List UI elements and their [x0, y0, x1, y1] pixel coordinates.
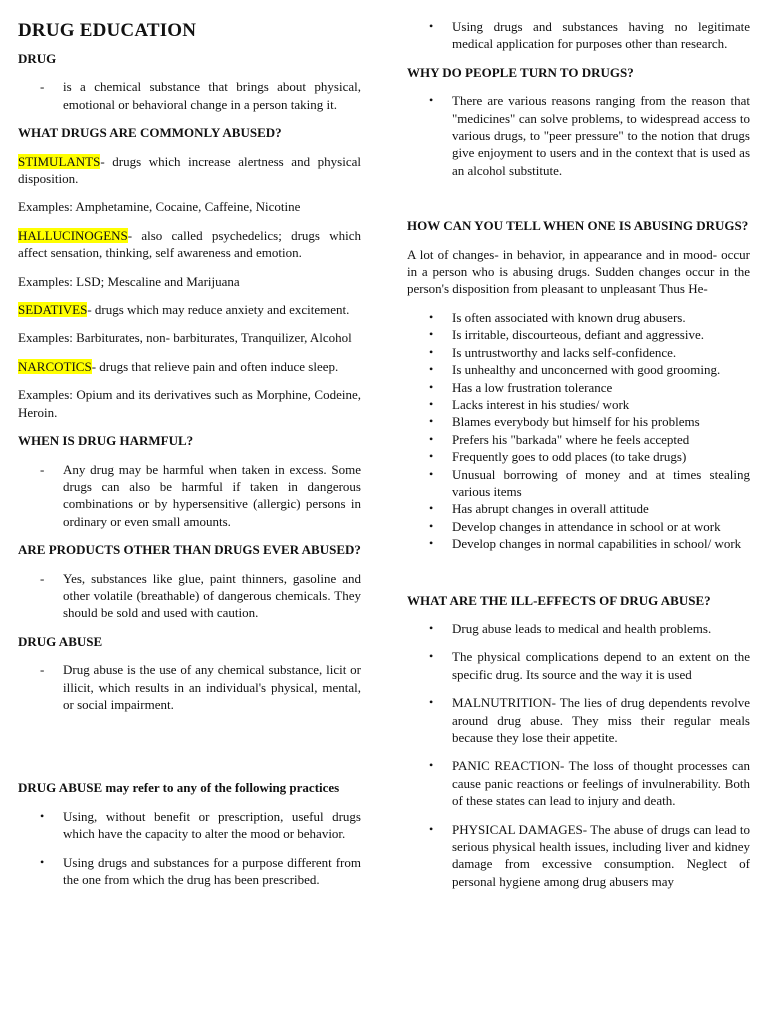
heading-commonly-abused: WHAT DRUGS ARE COMMONLY ABUSED?	[18, 125, 282, 141]
list-item	[429, 361, 750, 378]
products-text: Yes, substances like glue, paint thinners, gasoline and other volatile (breathable) of dangerous chemicals. They should be sold and used with caution.	[63, 570, 361, 621]
list-item	[429, 309, 750, 326]
heading-drug-abuse: DRUG ABUSE	[18, 633, 103, 649]
bullet-marker: •	[429, 431, 434, 446]
heading-how-tell: HOW CAN YOU TELL WHEN ONE IS ABUSING DRUGS?	[407, 218, 749, 234]
bullet-marker: •	[429, 93, 434, 108]
signs-list	[407, 309, 750, 553]
list-item	[429, 466, 750, 501]
bullet-marker: •	[429, 649, 434, 664]
effect-item	[429, 757, 750, 809]
why-text: There are various reasons ranging from the reason that "medicines" can solve problems, to widespread access to various drugs, to "peer pressure" to the notion that drugs give enjoyment to users and in the context that is used as an alcohol substitute.	[452, 93, 750, 178]
bullet-marker: •	[40, 854, 45, 869]
why-item	[429, 92, 750, 179]
practice-text: Using drugs and substances having no legitimate medical application for purposes other than research.	[452, 19, 750, 52]
effect-text: PANIC REACTION- The loss of thought processes can cause panic reactions or feelings of invulnerability. Both of these states can lead to injury and death.	[452, 758, 750, 809]
hallucinogens-term: HALLUCINOGENS	[18, 227, 128, 243]
list-item-text: Is unhealthy and unconcerned with good grooming.	[452, 362, 721, 378]
hallucinogens-paragraph	[18, 227, 361, 262]
effect-text: PHYSICAL DAMAGES- The abuse of drugs can lead to serious physical health issues, including liver and kidney damage from excessive consumption. Neglect of personal hygiene among drug abusers may	[452, 821, 750, 889]
list-item-text: Has abrupt changes in overall attitude	[452, 501, 649, 517]
stimulants-examples: Examples: Amphetamine, Cocaine, Caffeine, Nicotine	[18, 199, 301, 215]
dash-marker: -	[40, 662, 45, 678]
bullet-marker: •	[429, 536, 434, 551]
practice-item	[40, 854, 361, 889]
list-item-text: Develop changes in normal capabilities in school/ work	[452, 536, 742, 552]
effect-item	[429, 648, 750, 683]
heading-other-products: ARE PRODUCTS OTHER THAN DRUGS EVER ABUSED?	[18, 542, 361, 558]
narcotics-term: NARCOTICS	[18, 358, 92, 374]
drug-abuse-text: Drug abuse is the use of any chemical substance, licit or illicit, which results in an individual's physical, mental, or social impairment.	[63, 662, 361, 712]
effect-item	[429, 620, 750, 637]
list-item	[429, 431, 750, 448]
bullet-marker: •	[429, 327, 434, 342]
effect-item	[429, 694, 750, 746]
practice-text: Using, without benefit or prescription, useful drugs which have the capacity to alter the mood or behavior.	[63, 808, 361, 842]
list-item	[429, 535, 750, 552]
list-item-text: Develop changes in attendance in school or at work	[452, 518, 721, 534]
harmful-item	[40, 461, 361, 531]
stimulants-definition: - drugs which increase alertness and physical disposition.	[18, 153, 361, 187]
hallucinogens-examples: Examples: LSD; Mescaline and Marijuana	[18, 273, 240, 289]
list-item-text: Unusual borrowing of money and at times stealing various items	[452, 466, 750, 499]
list-item	[429, 379, 750, 396]
practice-item	[40, 808, 361, 843]
list-item-text: Is irritable, discourteous, defiant and aggressive.	[452, 327, 704, 343]
bullet-marker: •	[429, 309, 434, 324]
bullet-marker: •	[429, 344, 434, 359]
list-item-text: Is often associated with known drug abusers.	[452, 309, 686, 325]
list-item-text: Lacks interest in his studies/ work	[452, 396, 630, 412]
bullet-marker: •	[429, 466, 434, 481]
list-item-text: Blames everybody but himself for his problems	[452, 414, 700, 430]
effect-text: Drug abuse leads to medical and health problems.	[452, 620, 712, 636]
sedatives-examples: Examples: Barbiturates, non- barbiturates, Tranquilizer, Alcohol	[18, 330, 352, 346]
bullet-marker: •	[429, 379, 434, 394]
effect-text: MALNUTRITION- The lies of drug dependents revolve around drug abuse. They miss their regular meals because they lose their appetite.	[452, 695, 750, 745]
drug-definition	[40, 78, 361, 113]
dash-marker: -	[40, 570, 45, 586]
practice-item	[429, 18, 750, 53]
sedatives-paragraph	[18, 301, 361, 318]
left-column	[18, 0, 361, 888]
bullet-marker: •	[429, 362, 434, 377]
bullet-marker: •	[429, 620, 434, 635]
narcotics-definition: - drugs that relieve pain and often induce sleep.	[91, 358, 339, 374]
dash-marker: -	[40, 461, 45, 477]
products-item	[40, 570, 361, 622]
drug-definition-text: is a chemical substance that brings about physical, emotional or behavioral change in a person taking it.	[63, 79, 361, 112]
drug-abuse-item	[40, 661, 361, 713]
list-item	[429, 448, 750, 465]
heading-ill-effects: WHAT ARE THE ILL-EFFECTS OF DRUG ABUSE?	[407, 592, 711, 608]
sedatives-definition: - drugs which may reduce anxiety and excitement.	[87, 302, 350, 318]
right-column	[407, 0, 750, 890]
bullet-marker: •	[429, 414, 434, 429]
practice-text: Using drugs and substances for a purpose different from the one from which the drug has been prescribed.	[63, 854, 361, 887]
effect-text: The physical complications depend to an extent on the specific drug. Its source and the way it is used	[452, 649, 750, 682]
heading-practices: DRUG ABUSE may refer to any of the following practices	[18, 780, 340, 796]
list-item-text: Is untrustworthy and lacks self-confidence.	[452, 344, 677, 360]
bullet-marker: •	[429, 518, 434, 533]
list-item	[429, 326, 750, 343]
page-title: DRUG EDUCATION	[18, 20, 197, 41]
narcotics-examples: Examples: Opium and its derivatives such as Morphine, Codeine, Heroin.	[18, 387, 361, 420]
bullet-marker: •	[429, 758, 434, 773]
bullet-marker: •	[429, 695, 434, 710]
narcotics-paragraph	[18, 358, 361, 375]
dash-marker: -	[40, 79, 45, 95]
bullet-marker: •	[429, 396, 434, 411]
list-item-text: Has a low frustration tolerance	[452, 379, 613, 395]
sedatives-term: SEDATIVES	[18, 302, 88, 318]
list-item	[429, 518, 750, 535]
stimulants-paragraph	[18, 153, 361, 188]
stimulants-term: STIMULANTS	[18, 153, 101, 169]
hallucinogens-definition: - also called psychedelics; drugs which affect sensation, thinking, self awareness and emotion.	[18, 227, 361, 261]
list-item	[429, 344, 750, 361]
bullet-marker: •	[40, 808, 45, 823]
heading-why-drugs: WHY DO PEOPLE TURN TO DRUGS?	[407, 64, 634, 80]
list-item	[429, 396, 750, 413]
bullet-marker: •	[429, 821, 434, 836]
list-item	[429, 413, 750, 430]
harmful-text: Any drug may be harmful when taken in excess. Some drugs can also be harmful if taken in dangerous combinations or by hypersensitive (allergic) persons in ordinary or even small amounts.	[63, 461, 361, 529]
list-item-text: Prefers his "barkada" where he feels accepted	[452, 431, 690, 447]
list-item-text: Frequently goes to odd places (to take drugs)	[452, 449, 687, 465]
heading-when-harmful: WHEN IS DRUG HARMFUL?	[18, 433, 194, 449]
tell-paragraph: A lot of changes- in behavior, in appearance and in mood- occur in a person who is abusing drugs. Sudden changes occur in the person's disposition from pleasant to unpleasant Thus He-	[407, 246, 750, 297]
bullet-marker: •	[429, 449, 434, 464]
list-item	[429, 500, 750, 517]
effect-item	[429, 821, 750, 891]
heading-drug: DRUG	[18, 51, 57, 66]
bullet-marker: •	[429, 19, 434, 33]
bullet-marker: •	[429, 501, 434, 516]
